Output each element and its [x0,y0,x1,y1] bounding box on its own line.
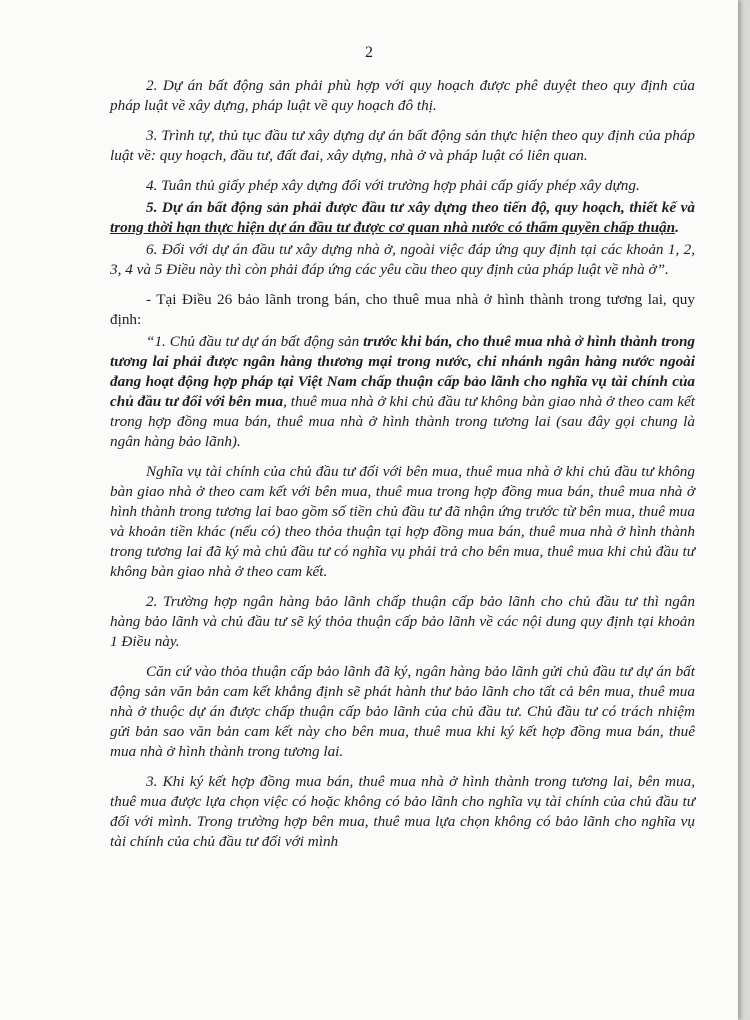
document-body [110,76,695,862]
clause-5-underlined: trong thời hạn thực hiện dự án đầu tư được cơ quan nhà nước có thẩm quyền chấp thuận [110,219,676,236]
article-26-clause-2: 2. Trường hợp ngân hàng bảo lãnh chấp thuận cấp bảo lãnh cho chủ đầu tư thì ngân hàng bảo lãnh và chủ đầu tư sẽ ký thỏa thuận cấp bảo lãnh về các nội dung quy định tại khoản 1 Điều này. [110,593,695,650]
clause-2: 2. Dự án bất động sản phải phù hợp với quy hoạch được phê duyệt theo quy định của pháp luật về xây dựng, pháp luật về quy hoạch đô thị. [110,77,695,114]
clause-5-end: . [675,219,679,236]
clause-5-highlighted [110,198,695,238]
article-26-clause-1-rest: , thuê mua nhà ở khi chủ đầu tư không bàn giao nhà ở theo cam kết trong hợp đồng mua bán, thuê mua nhà ở hình thành trong tương lai (sau đây gọi chung là ngân hàng bảo lãnh). [110,393,695,450]
clause-6: 6. Đối với dự án đầu tư xây dựng nhà ở, ngoài việc đáp ứng quy định tại các khoản 1, 2, 3, 4 và 5 Điều này thì còn phải đáp ứng các yêu cầu theo quy định của pháp luật về nhà ở”. [110,241,695,278]
page-number: 2 [365,44,373,61]
guarantee-agreement-paragraph: Căn cứ vào thỏa thuận cấp bảo lãnh đã ký, ngân hàng bảo lãnh gửi chủ đầu tư dự án bất động sản văn bản cam kết khẳng định sẽ phát hành thư bảo lãnh cho tất cả bên mua, thuê mua nhà ở thuộc dự án được chấp thuận cấp bảo lãnh của chủ đầu tư. Chủ đầu tư có trách nhiệm gửi bản sao văn bản cam kết này cho bên mua, thuê mua khi ký kết hợp đồng mua bán, thuê mua nhà ở hình thành trong tương lai. [110,663,695,760]
clause-5-lead: 5. Dự án bất động sản phải được đầu tư xây dựng theo tiến độ, quy hoạch, thiết kế và [146,199,695,216]
clause-3: 3. Trình tự, thủ tục đầu tư xây dựng dự án bất động sản thực hiện theo quy định của pháp luật về: quy hoạch, đầu tư, đất đai, xây dựng, nhà ở và pháp luật có liên quan. [110,127,695,164]
financial-obligation-paragraph: Nghĩa vụ tài chính của chủ đầu tư đối với bên mua, thuê mua nhà ở khi chủ đầu tư không bàn giao nhà ở theo cam kết với bên mua, thuê mua trong hợp đồng mua bán, thuê mua nhà ở hình thành trong tương lai bao gồm số tiền chủ đầu tư đã nhận ứng trước từ bên mua, thuê mua và khoản tiền khác (nếu có) theo thỏa thuận tại hợp đồng mua bán, thuê mua nhà ở hình thành trong tương lai đã ký mà chủ đầu tư có nghĩa vụ phải trả cho bên mua, thuê mua khi chủ đầu tư không bàn giao nhà ở theo cam kết. [110,463,695,580]
clause-4: 4. Tuân thủ giấy phép xây dựng đối với trường hợp phải cấp giấy phép xây dựng. [146,177,640,194]
article-26-clause-1 [110,332,695,452]
article-26-clause-3: 3. Khi ký kết hợp đồng mua bán, thuê mua nhà ở hình thành trong tương lai, bên mua, thuê mua được lựa chọn việc có hoặc không có bảo lãnh cho nghĩa vụ tài chính của chủ đầu tư đối với mình. Trong trường hợp bên mua, thuê mua lựa chọn không có bảo lãnh cho nghĩa vụ tài chính của chủ đầu tư đối với mình [110,773,695,850]
article-26-clause-1-bold: trước khi bán, cho thuê mua nhà ở hình thành trong tương lai phải được ngân hàng thương mại trong nước, chi nhánh ngân hàng nước ngoài đang hoạt động hợp pháp tại Việt Nam chấp thuận cấp bảo lãnh cho nghĩa vụ tài chính của chủ đầu tư đối với bên mua [110,333,695,410]
article-26-clause-1-lead: “1. Chủ đầu tư dự án bất động sản [146,333,364,350]
article-26-intro: - Tại Điều 26 bảo lãnh trong bán, cho thuê mua nhà ở hình thành trong tương lai, quy định: [110,291,695,328]
